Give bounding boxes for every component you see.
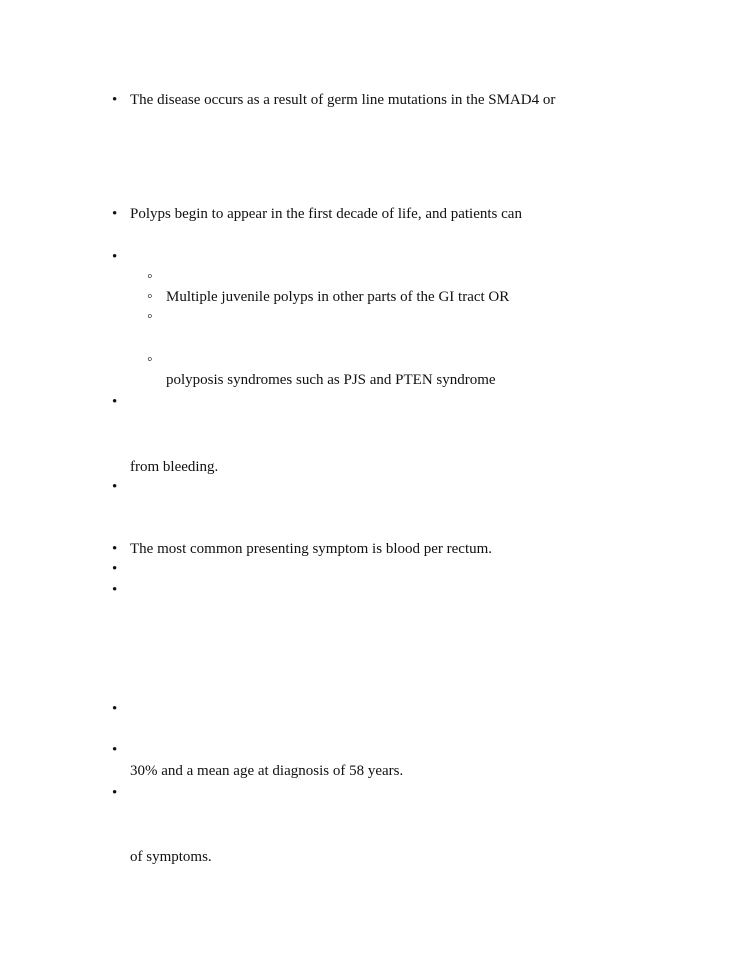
list-item-text: The disease occurs as a result of germ line mutations in the SMAD4 or	[130, 92, 556, 108]
list-item-text: The most common presenting symptom is blood per rectum.	[130, 541, 493, 557]
list-continuation-text: 30% and a mean age at diagnosis of 58 years.	[130, 763, 404, 779]
list-item-text: Polyps begin to appear in the first decade of life, and patients can	[130, 206, 522, 222]
list-bullet	[112, 91, 117, 109]
list-continuation-text: from bleeding.	[130, 459, 219, 475]
list-continuation-text: of symptoms.	[130, 849, 212, 865]
list-bullet	[112, 581, 117, 599]
list-bullet	[112, 540, 117, 558]
list-bullet	[112, 784, 117, 802]
sub-list-bullet	[147, 268, 153, 286]
sub-list-continuation-text: polyposis syndromes such as PJS and PTEN syndrome	[166, 372, 496, 388]
list-bullet	[112, 205, 117, 223]
list-bullet	[112, 248, 117, 266]
sub-list-item-text: Multiple juvenile polyps in other parts of the GI tract OR	[166, 289, 510, 305]
sub-list-bullet	[147, 288, 153, 306]
sub-list-bullet	[147, 308, 153, 326]
list-bullet	[112, 741, 117, 759]
sub-list-bullet	[147, 351, 153, 369]
list-bullet	[112, 393, 117, 411]
list-bullet	[112, 700, 117, 718]
list-bullet	[112, 560, 117, 578]
list-bullet	[112, 478, 117, 496]
